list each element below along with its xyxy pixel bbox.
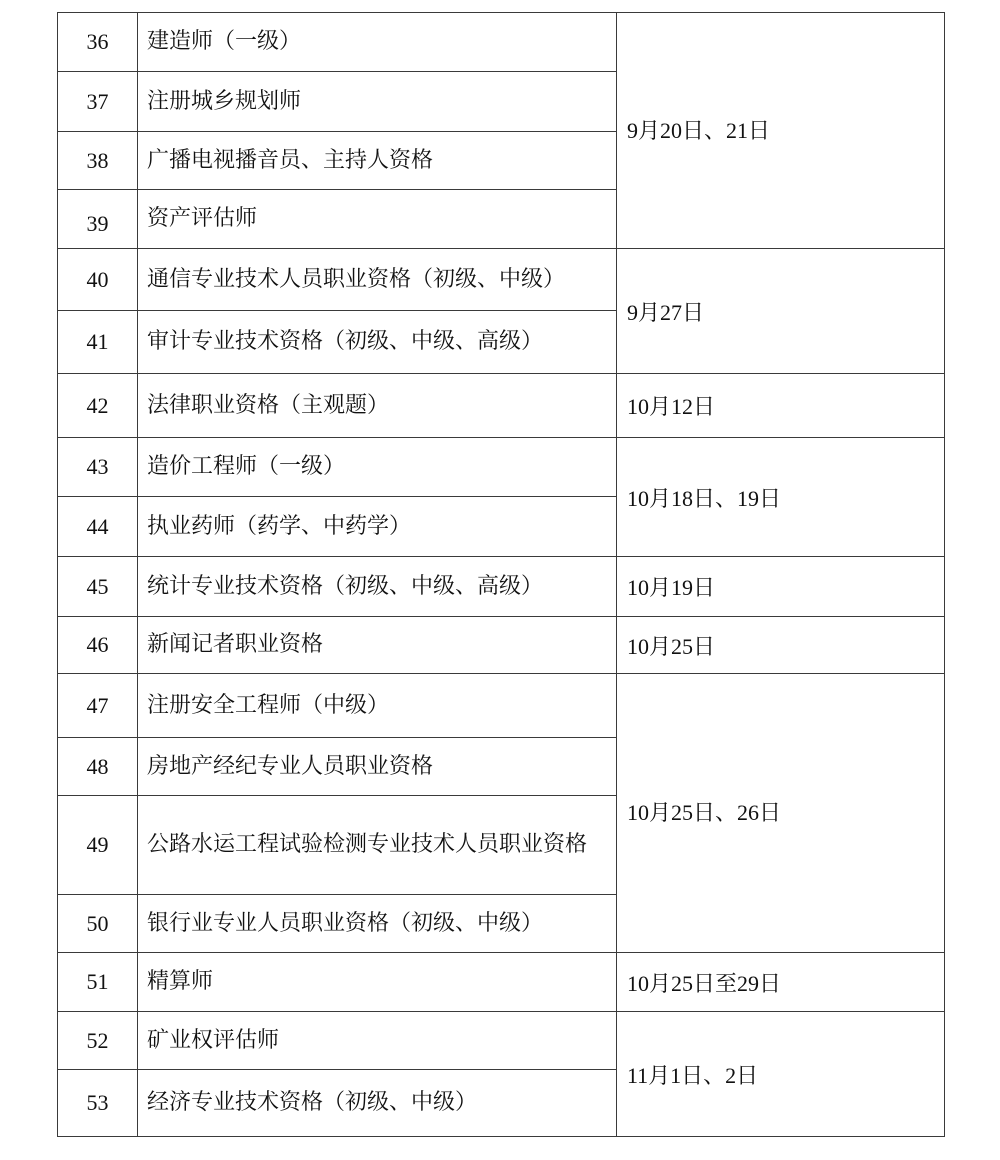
row-number: 53 xyxy=(58,1070,138,1137)
exam-name: 矿业权评估师 xyxy=(138,1012,617,1070)
exam-date-text: 10月12日 xyxy=(627,394,716,419)
exam-date-text: 9月27日 xyxy=(627,299,705,325)
exam-date-text: 10月18日、19日 xyxy=(627,485,782,511)
table-row xyxy=(58,438,945,497)
exam-name: 新闻记者职业资格 xyxy=(138,617,617,674)
exam-date xyxy=(617,557,945,617)
exam-name: 注册安全工程师（中级） xyxy=(138,674,617,738)
exam-name: 广播电视播音员、主持人资格 xyxy=(138,132,617,190)
row-number: 43 xyxy=(58,438,138,497)
table-row xyxy=(58,374,945,438)
table-row xyxy=(58,557,945,617)
exam-schedule-table xyxy=(57,12,945,1137)
exam-date xyxy=(617,953,945,1012)
row-number: 40 xyxy=(58,249,138,311)
exam-date xyxy=(617,438,945,557)
row-number: 52 xyxy=(58,1012,138,1070)
exam-name: 房地产经纪专业人员职业资格 xyxy=(138,738,617,796)
exam-date-text: 10月25日 xyxy=(627,633,716,659)
exam-name: 精算师 xyxy=(138,953,617,1012)
exam-name: 资产评估师 xyxy=(138,190,617,249)
row-number: 47 xyxy=(58,674,138,738)
row-number: 45 xyxy=(58,557,138,617)
exam-name: 建造师（一级） xyxy=(138,13,617,72)
exam-name: 造价工程师（一级） xyxy=(138,438,617,497)
row-number: 48 xyxy=(58,738,138,796)
table-row xyxy=(58,249,945,311)
exam-date-text: 10月19日 xyxy=(627,575,716,600)
exam-name: 通信专业技术人员职业资格（初级、中级） xyxy=(138,249,617,311)
row-number: 41 xyxy=(58,311,138,374)
exam-name: 经济专业技术资格（初级、中级） xyxy=(138,1070,617,1137)
exam-name: 银行业专业人员职业资格（初级、中级） xyxy=(138,895,617,953)
row-number: 49 xyxy=(58,796,138,895)
row-number: 46 xyxy=(58,617,138,674)
exam-date-text: 9月20日、21日 xyxy=(627,118,771,143)
row-number: 44 xyxy=(58,497,138,557)
exam-name: 注册城乡规划师 xyxy=(138,72,617,132)
exam-name: 法律职业资格（主观题） xyxy=(138,374,617,438)
row-number: 37 xyxy=(58,72,138,132)
table-row xyxy=(58,674,945,738)
exam-date-text: 10月25日至29日 xyxy=(627,970,782,996)
table-row xyxy=(58,953,945,1012)
row-number: 39 xyxy=(58,190,138,249)
exam-date-text: 10月25日、26日 xyxy=(627,799,782,825)
exam-name: 统计专业技术资格（初级、中级、高级） xyxy=(138,557,617,617)
exam-date xyxy=(617,13,945,249)
exam-name: 公路水运工程试验检测专业技术人员职业资格 xyxy=(138,796,617,895)
row-number: 42 xyxy=(58,374,138,438)
exam-date xyxy=(617,617,945,674)
exam-name: 执业药师（药学、中药学） xyxy=(138,497,617,557)
row-number: 38 xyxy=(58,132,138,190)
exam-name: 审计专业技术资格（初级、中级、高级） xyxy=(138,311,617,374)
row-number: 50 xyxy=(58,895,138,953)
row-number: 36 xyxy=(58,13,138,72)
exam-date xyxy=(617,1012,945,1137)
row-number: 51 xyxy=(58,953,138,1012)
table-row xyxy=(58,1012,945,1070)
table-row xyxy=(58,13,945,72)
exam-date xyxy=(617,374,945,438)
exam-date-text: 11月1日、2日 xyxy=(627,1062,759,1088)
exam-date xyxy=(617,249,945,374)
table-row xyxy=(58,617,945,674)
exam-date xyxy=(617,674,945,953)
